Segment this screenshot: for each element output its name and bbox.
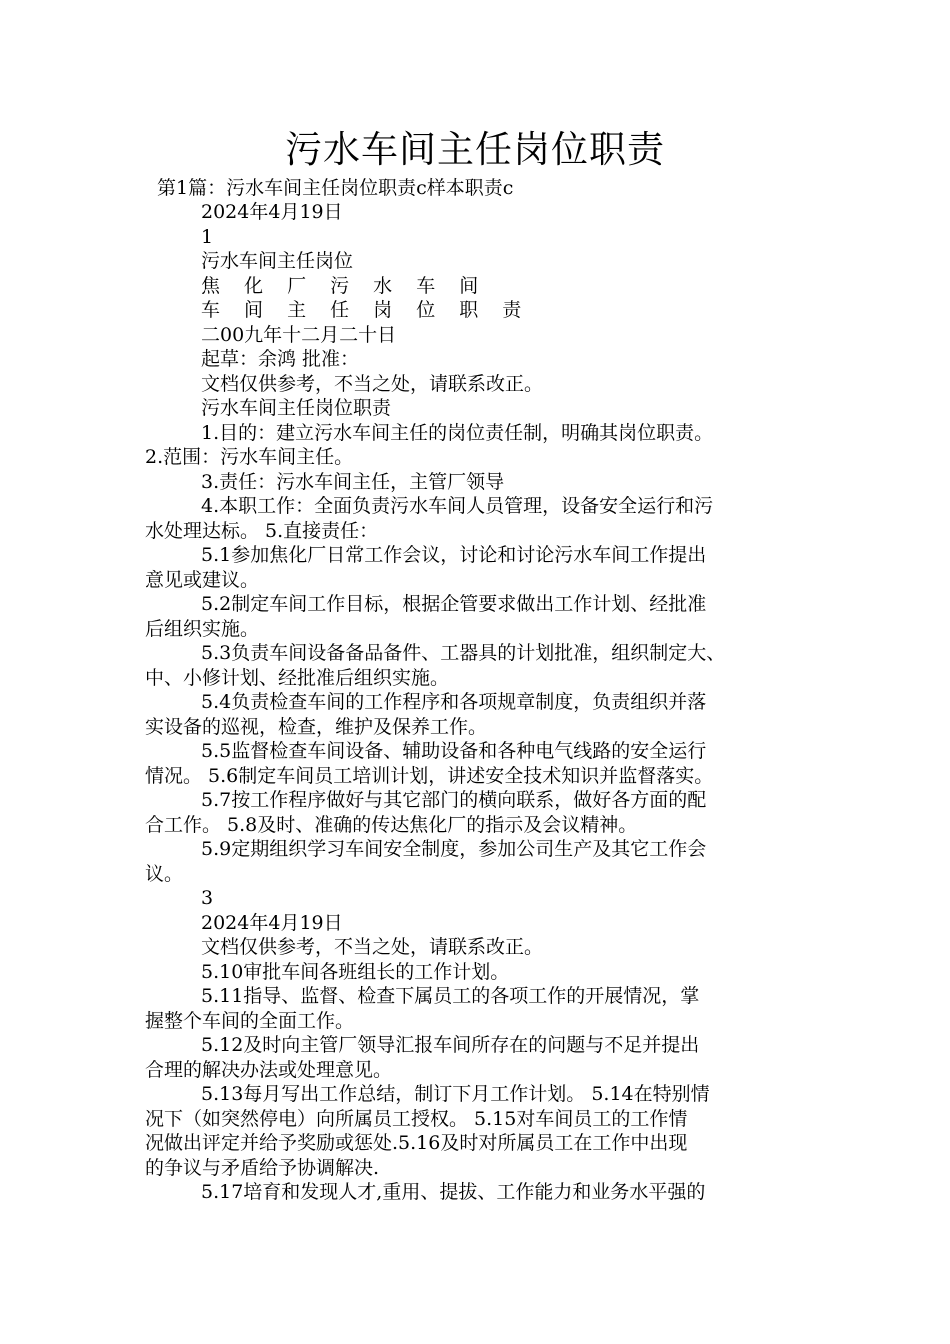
text-line: 5.10审批车间各班组长的工作计划。 <box>201 961 510 983</box>
text-line: 水处理达标。 5.直接责任： <box>145 520 379 542</box>
text-line: 5.7按工作程序做好与其它部门的横向联系，做好各方面的配 <box>201 789 707 811</box>
text-line: 况做出评定并给予奖励或惩处.5.16及时对所属员工在工作中出现 <box>145 1132 688 1154</box>
text-line: 起草：余鸿 批准： <box>201 348 360 370</box>
text-line: 5.1参加焦化厂日常工作会议，讨论和讨论污水车间工作提出 <box>201 544 707 566</box>
text-line: 2024年4月19日 <box>201 912 343 934</box>
text-line: 4.本职工作：全面负责污水车间人员管理，设备安全运行和污 <box>201 495 714 517</box>
text-line: 合工作。 5.8及时、准确的传达焦化厂的指示及会议精神。 <box>145 814 638 836</box>
text-line: 5.17培育和发现人才,重用、提拔、工作能力和业务水平强的 <box>201 1181 706 1203</box>
text-line: 3 <box>201 887 214 909</box>
text-line: 5.4负责检查车间的工作程序和各项规章制度，负责组织并落 <box>201 691 707 713</box>
text-line: 握整个车间的全面工作。 <box>145 1010 355 1032</box>
text-line: 5.12及时向主管厂领导汇报车间所存在的问题与不足并提出 <box>201 1034 700 1056</box>
text-line: 议。 <box>145 863 184 885</box>
text-line: 1 <box>201 226 214 248</box>
text-line: 第1篇：污水车间主任岗位职责c样本职责c <box>157 177 514 199</box>
text-line: 1.目的：建立污水车间主任的岗位责任制，明确其岗位职责。 <box>201 422 714 444</box>
text-line: 3.责任：污水车间主任，主管厂领导 <box>201 471 505 493</box>
document-title: 污水车间主任岗位职责 <box>285 128 665 171</box>
text-line: 实设备的巡视，检查，维护及保养工作。 <box>145 716 488 738</box>
text-line: 的争议与矛盾给予协调解决. <box>145 1157 380 1179</box>
text-line: 车 间 主 任 岗 位 职 责 <box>201 299 531 321</box>
text-line: 5.3负责车间设备备品备件、工器具的计划批准，组织制定大、 <box>201 642 726 664</box>
text-line: 焦 化 厂 污 水 车 间 <box>201 275 488 297</box>
text-line: 5.11指导、监督、检查下属员工的各项工作的开展情况，掌 <box>201 985 700 1007</box>
text-line: 况下（如突然停电）向所属员工授权。 5.15对车间员工的工作情 <box>145 1108 688 1130</box>
text-line: 二00九年十二月二十日 <box>201 324 397 346</box>
text-line: 文档仅供参考，不当之处，请联系改正。 <box>201 373 544 395</box>
text-line: 5.2制定车间工作目标，根据企管要求做出工作计划、经批准 <box>201 593 707 615</box>
text-line: 5.9定期组织学习车间安全制度，参加公司生产及其它工作会 <box>201 838 707 860</box>
text-line: 污水车间主任岗位职责 <box>201 397 392 419</box>
text-line: 5.5监督检查车间设备、辅助设备和各种电气线路的安全运行 <box>201 740 707 762</box>
text-line: 合理的解决办法或处理意见。 <box>145 1059 393 1081</box>
text-line: 中、小修计划、经批准后组织实施。 <box>145 667 450 689</box>
text-line: 情况。 5.6制定车间员工培训计划，讲述安全技术知识并监督落实。 <box>145 765 714 787</box>
text-line: 5.13每月写出工作总结，制订下月工作计划。 5.14在特别情 <box>201 1083 710 1105</box>
text-line: 污水车间主任岗位 <box>201 250 354 272</box>
text-line: 2024年4月19日 <box>201 201 343 223</box>
text-line: 后组织实施。 <box>145 618 260 640</box>
text-line: 2.范围：污水车间主任。 <box>145 446 354 468</box>
text-line: 文档仅供参考，不当之处，请联系改正。 <box>201 936 544 958</box>
text-line: 意见或建议。 <box>145 569 260 591</box>
